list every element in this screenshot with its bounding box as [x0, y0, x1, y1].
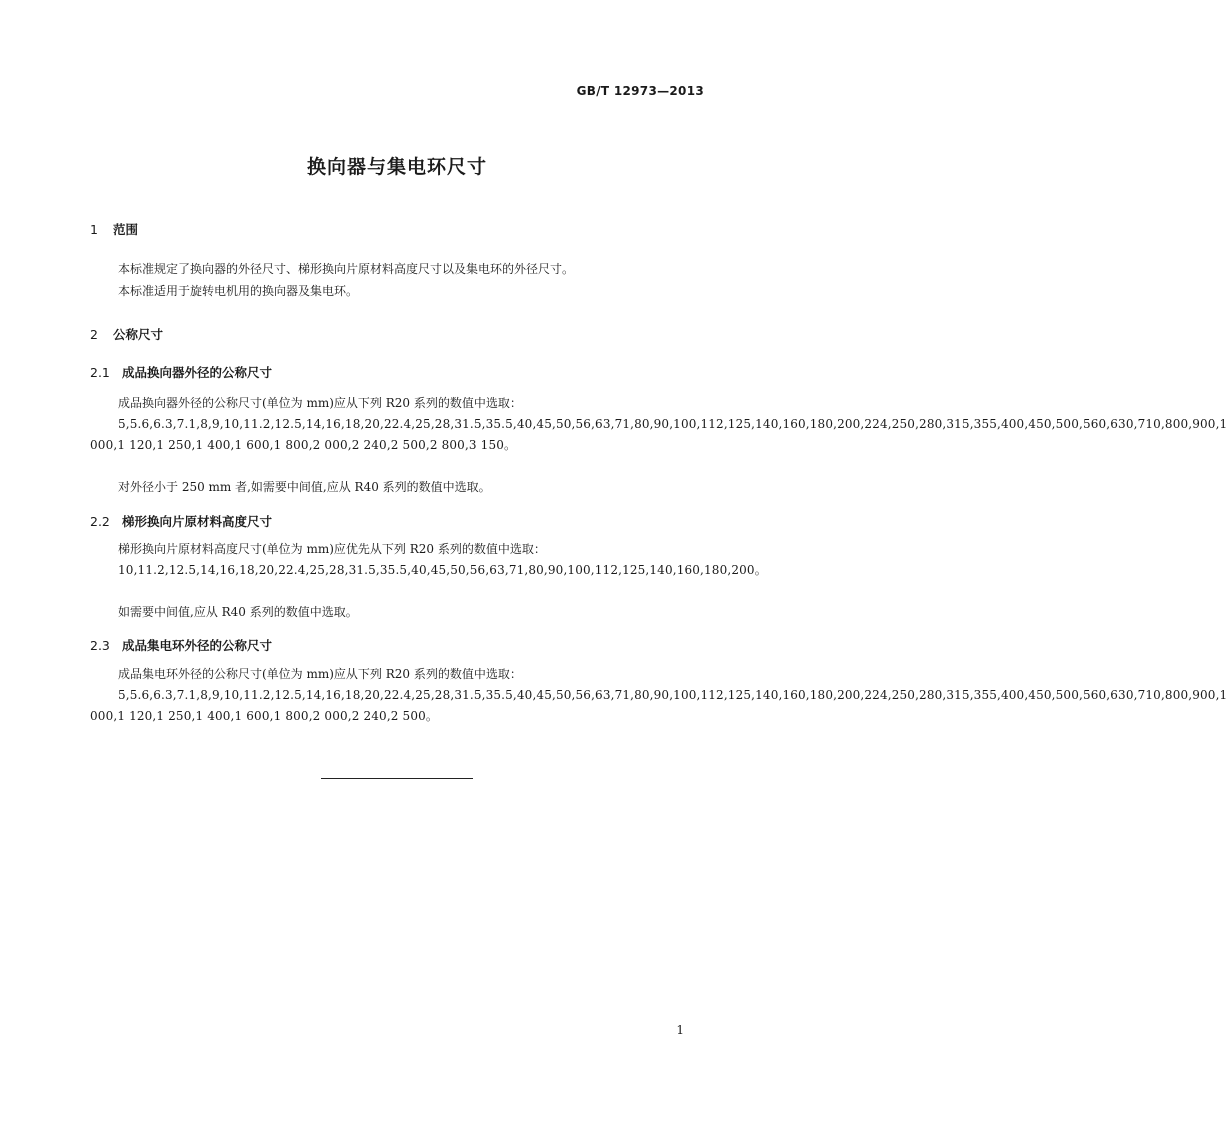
subsection-2-2-intro: 梯形换向片原材料高度尺寸(单位为 mm)应优先从下列 R20 系列的数值中选取：	[118, 542, 546, 556]
standard-code: GB/T 12973—2013	[576, 84, 704, 98]
page-number: 1	[676, 1023, 684, 1037]
subsection-2-3-heading	[90, 636, 272, 654]
subsection-2-2-note: 如需要中间值,应从 R40 系列的数值中选取。	[118, 605, 358, 619]
section-1-title: 范围	[113, 222, 139, 237]
subsection-2-1-number: 2.1	[90, 365, 110, 380]
subsection-2-1-title: 成品换向器外径的公称尺寸	[122, 365, 273, 380]
end-rule	[321, 778, 473, 779]
subsection-2-1-intro: 成品换向器外径的公称尺寸(单位为 mm)应从下列 R20 系列的数值中选取：	[118, 396, 522, 410]
subsection-2-3-intro: 成品集电环外径的公称尺寸(单位为 mm)应从下列 R20 系列的数值中选取：	[118, 667, 522, 681]
section-1-number: 1	[90, 222, 98, 237]
subsection-2-2-heading	[90, 512, 272, 530]
subsection-2-2-values: 10,11.2,12.5,14,16,18,20,22.4,25,28,31.5,35.5,40,45,50,56,63,71,80,90,100,112,125,140,160,180,200。	[118, 563, 767, 577]
subsection-2-3-title: 成品集电环外径的公称尺寸	[122, 638, 273, 653]
subsection-2-1-heading	[90, 363, 272, 381]
document-title: 换向器与集电环尺寸	[306, 156, 487, 178]
section-1-paragraph-2: 本标准适用于旋转电机用的换向器及集电环。	[118, 284, 359, 298]
subsection-2-2-title: 梯形换向片原材料高度尺寸	[122, 514, 273, 529]
subsection-2-3-values: 5,5.6,6.3,7.1,8,9,10,11.2,12.5,14,16,18,20,22.4,25,28,31.5,35.5,40,45,50,56,63,71,80,90,100,112,125,140,160,180,200,224,250,280,315,355,400,450,500,560,630,710,800,900,1 000,1 120,1 250,1 400,1 600,1 800,2 000,2 240,2 500。	[90, 688, 1227, 723]
subsection-2-3-number: 2.3	[90, 638, 110, 653]
subsection-2-2-number: 2.2	[90, 514, 110, 529]
subsection-2-1-note: 对外径小于 250 mm 者,如需要中间值,应从 R40 系列的数值中选取。	[118, 480, 491, 494]
section-2-heading	[90, 325, 163, 343]
subsection-2-1-values: 5,5.6,6.3,7.1,8,9,10,11.2,12.5,14,16,18,20,22.4,25,28,31.5,35.5,40,45,50,56,63,71,80,90,100,112,125,140,160,180,200,224,250,280,315,355,400,450,500,560,630,710,800,900,1 000,1 120,1 250,1 400,1 600,1 800,2 000,2 240,2 500,2 800,3 150。	[90, 417, 1227, 452]
section-2-number: 2	[90, 327, 98, 342]
section-1-paragraph-1: 本标准规定了换向器的外径尺寸、梯形换向片原材料高度尺寸以及集电环的外径尺寸。	[118, 262, 575, 276]
section-1-heading	[90, 220, 138, 238]
section-2-title: 公称尺寸	[113, 327, 164, 342]
